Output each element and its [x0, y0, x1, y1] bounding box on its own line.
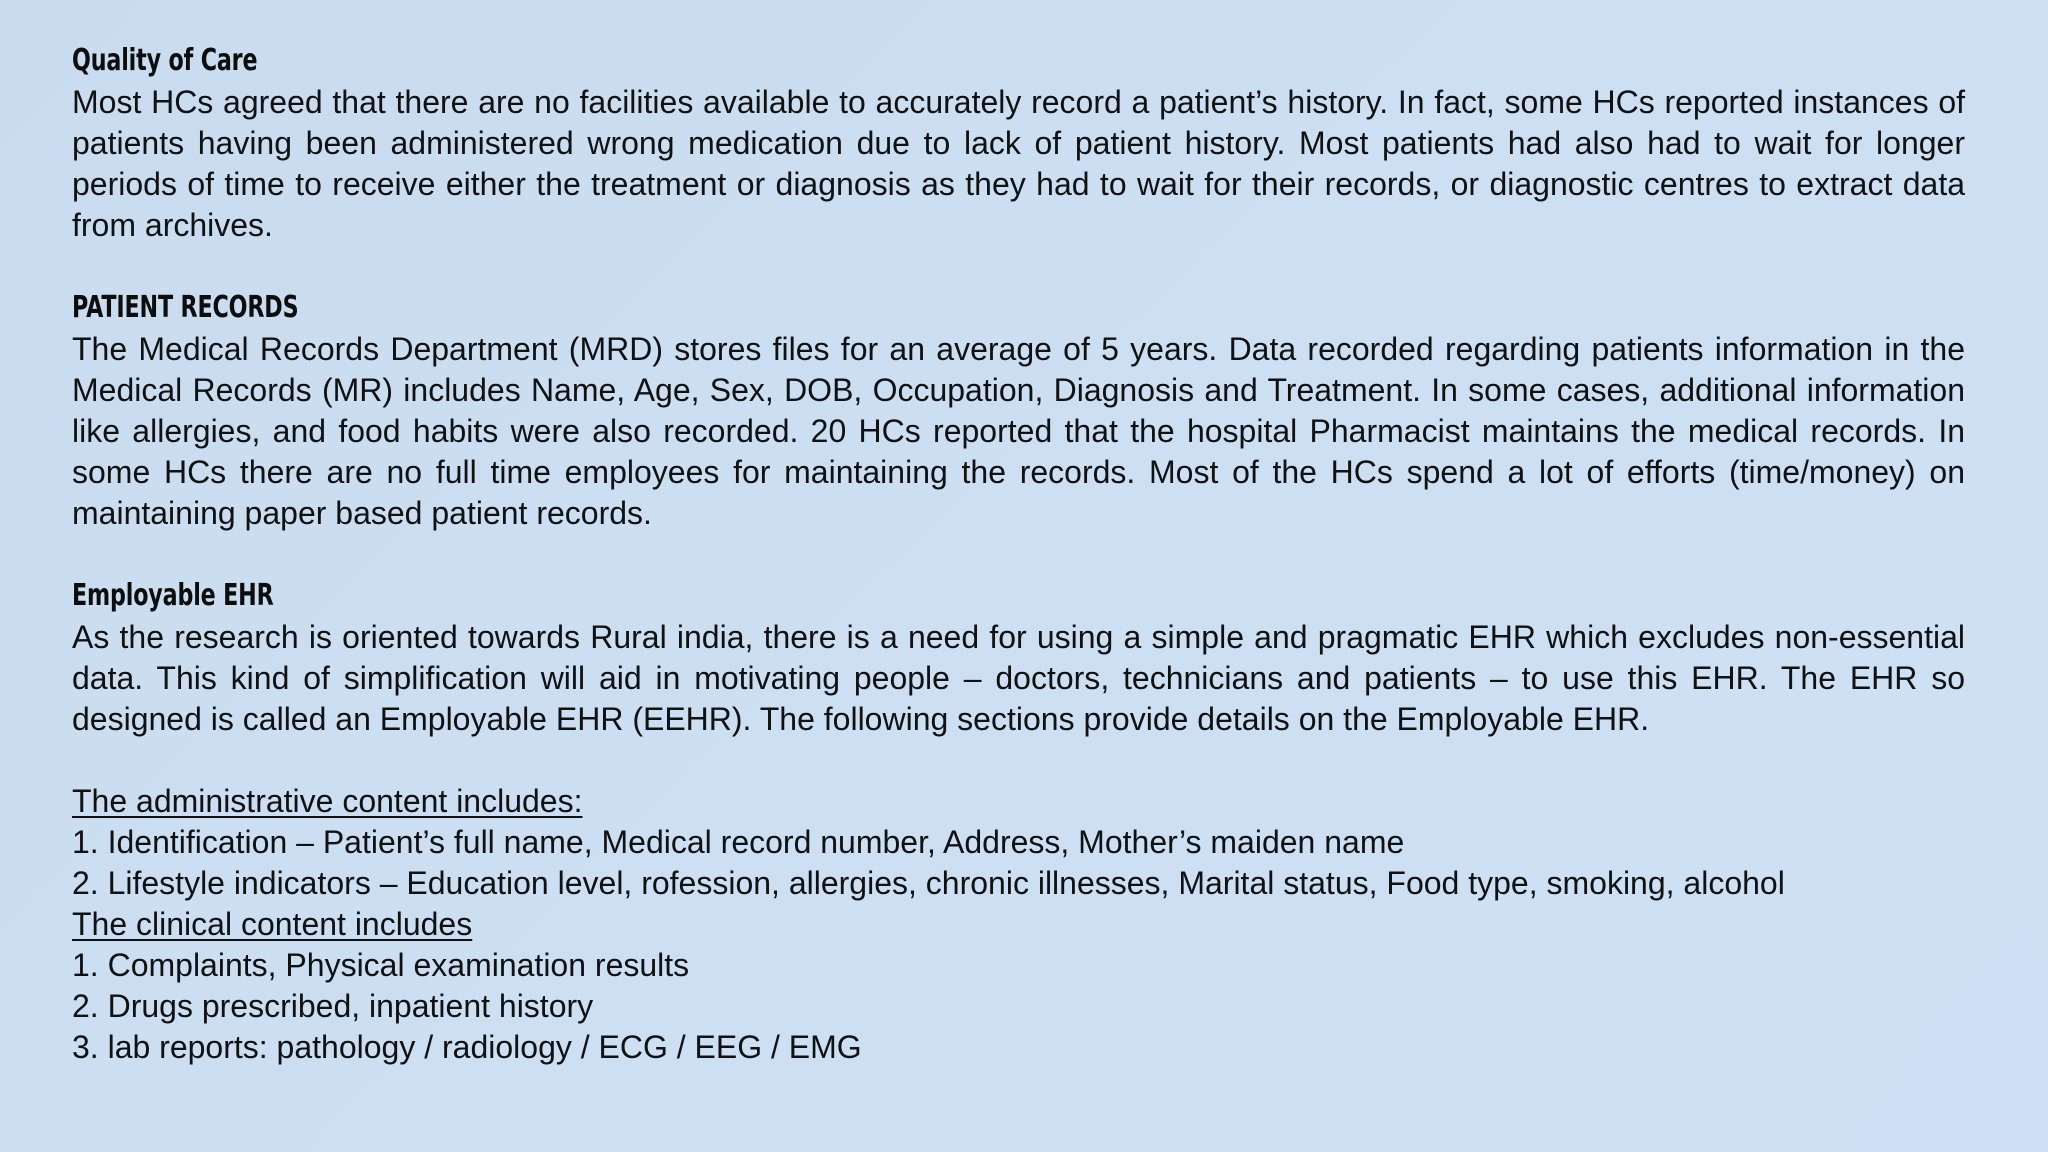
section-heading: Quality of Care: [72, 43, 258, 78]
section-body: As the research is oriented towards Rural india, there is a need for using a simple and pragmatic EHR which excludes non-essential data. This kind of simplification will aid in motivating people – doctors, technicians and patients – to use this EHR. The EHR so designed is called an Employable EHR (EEHR). The following sections provide details on the Employable EHR.: [72, 619, 1965, 737]
administrative-title: The administrative content includes:: [72, 783, 583, 819]
section-patient-records: [72, 287, 1965, 534]
list-item: 3. lab reports: pathology / radiology / ECG / EEG / EMG: [72, 1029, 862, 1065]
list-item: 2. Drugs prescribed, inpatient history: [72, 988, 594, 1024]
spacer: [72, 246, 1965, 287]
spacer: [72, 534, 1965, 575]
section-body: The Medical Records Department (MRD) stores files for an average of 5 years. Data recorded regarding patients information in the Medical Records (MR) includes Name, Age, Sex, DOB, Occupation, Diagnosis and Treatment. In some cases, additional information like allergies, and food habits were also recorded. 20 HCs reported that the hospital Pharmacist maintains the medical records. In some HCs there are no full time employees for maintaining the records. Most of the HCs spend a lot of efforts (time/money) on maintaining paper based patient records.: [72, 331, 1965, 531]
list-item: 1. Identification – Patient’s full name, Medical record number, Address, Mother’s maiden name: [72, 824, 1405, 860]
section-quality-of-care: [72, 40, 1965, 246]
clinical-content-list: [72, 904, 1965, 1068]
list-item: 1. Complaints, Physical examination results: [72, 947, 690, 983]
section-heading: PATIENT RECORDS: [72, 290, 299, 325]
clinical-title: The clinical content includes: [72, 906, 473, 942]
administrative-content-list: [72, 781, 1965, 904]
document-page: [72, 40, 1965, 1068]
list-item: 2. Lifestyle indicators – Education level, rofession, allergies, chronic illnesses, Marital status, Food type, smoking, alcohol: [72, 865, 1785, 901]
section-employable-ehr: [72, 575, 1965, 740]
section-heading: Employable EHR: [72, 578, 274, 613]
spacer: [72, 740, 1965, 781]
section-body: Most HCs agreed that there are no facilities available to accurately record a patient’s history. In fact, some HCs reported instances of patients having been administered wrong medication due to lack of patient history. Most patients had also had to wait for longer periods of time to receive either the treatment or diagnosis as they had to wait for their records, or diagnostic centres to extract data from archives.: [72, 84, 1965, 243]
